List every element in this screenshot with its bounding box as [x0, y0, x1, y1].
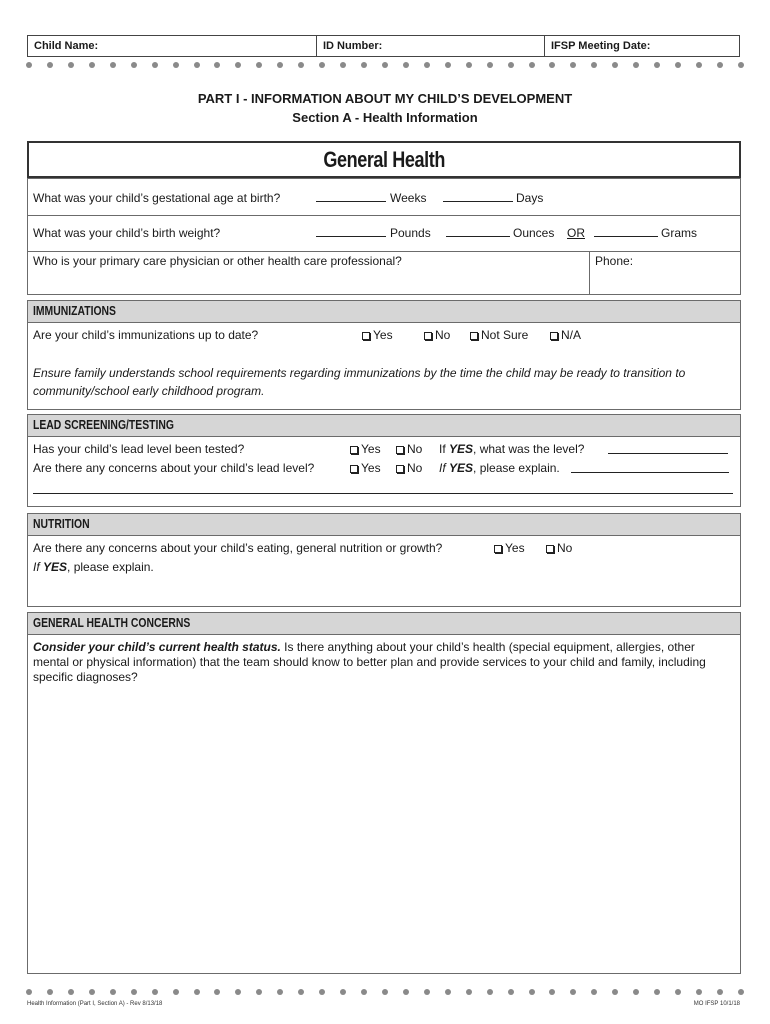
gestational-question: What was your child’s gestational age at birth?	[33, 191, 281, 205]
nutrition-header: NUTRITION	[28, 514, 740, 536]
dot-icon	[696, 989, 702, 995]
grams-input[interactable]	[594, 225, 658, 237]
footer-right: MO IFSP 10/1/18	[693, 1001, 740, 1007]
dot-icon	[403, 989, 409, 995]
dot-icon	[26, 989, 32, 995]
checkbox-icon	[470, 332, 478, 340]
dot-icon	[445, 62, 451, 68]
dot-icon	[382, 62, 388, 68]
dot-icon	[403, 62, 409, 68]
dot-icon	[738, 62, 744, 68]
dot-icon	[445, 989, 451, 995]
dot-icon	[654, 62, 660, 68]
dot-icon	[612, 62, 618, 68]
dot-icon	[591, 62, 597, 68]
dot-icon	[675, 62, 681, 68]
dot-icon	[47, 989, 53, 995]
lead-level-input[interactable]	[608, 442, 728, 454]
ounces-input[interactable]	[446, 225, 510, 237]
dot-icon	[110, 62, 116, 68]
dot-icon	[361, 989, 367, 995]
dot-icon	[529, 989, 535, 995]
lead-explain-prompt: If YES, please explain.	[439, 461, 560, 475]
dot-icon	[424, 62, 430, 68]
dot-icon	[68, 989, 74, 995]
checkbox-icon	[350, 465, 358, 473]
lead-tested-question: Has your child’s lead level been tested?	[33, 442, 245, 456]
dot-icon	[152, 989, 158, 995]
phone-label: Phone:	[595, 254, 634, 268]
general-health-section	[27, 178, 741, 295]
lead-explain-line[interactable]	[33, 482, 733, 494]
lead-explain-input[interactable]	[571, 461, 729, 473]
immunizations-note: Ensure family understands school requirements regarding immunizations by the time the child may be ready to transition to community/school early childhood program.	[33, 366, 686, 398]
dot-icon	[235, 989, 241, 995]
immunizations-header: IMMUNIZATIONS	[28, 301, 740, 323]
dot-icon	[696, 62, 702, 68]
nutrition-question: Are there any concerns about your child’s eating, general nutrition or growth?	[33, 541, 443, 555]
lead-section	[27, 414, 741, 507]
days-input[interactable]	[443, 190, 513, 202]
physician-question: Who is your primary care physician or other health care professional?	[33, 254, 402, 268]
dot-icon	[194, 62, 200, 68]
dot-icon	[466, 989, 472, 995]
dot-icon	[340, 62, 346, 68]
nutrition-no[interactable]: No	[546, 541, 572, 555]
grams-label: Grams	[661, 226, 697, 240]
footer-left: Health Information (Part I, Section A) - Rev 8/13/18	[27, 1001, 163, 1007]
dot-icon	[633, 62, 639, 68]
dot-icon	[26, 62, 32, 68]
immunizations-question: Are your child’s immunizations up to date?	[33, 328, 259, 342]
concerns-prompt: Consider your child’s current health status. Is there anything about your child’s health (special equipment, allergies, other mental or physical information) that the team should know to better plan and provide services to your child and family, including specific diagnoses?	[33, 640, 706, 684]
dot-icon	[256, 62, 262, 68]
dot-icon	[487, 989, 493, 995]
dot-icon	[256, 989, 262, 995]
checkbox-icon	[396, 465, 404, 473]
general-health-title: General Health	[27, 141, 741, 178]
immunizations-no[interactable]: No	[424, 328, 450, 342]
dot-icon	[717, 989, 723, 995]
lead-level-prompt: If YES, what was the level?	[439, 442, 585, 456]
dot-icon	[487, 62, 493, 68]
child-name-field[interactable]: Child Name:	[28, 36, 317, 56]
dot-icon	[173, 62, 179, 68]
dot-icon	[319, 989, 325, 995]
checkbox-icon	[362, 332, 370, 340]
section-title: Section A - Health Information	[292, 110, 478, 125]
lead-concerns-no[interactable]: No	[396, 461, 422, 475]
dot-icon	[633, 989, 639, 995]
dot-icon	[675, 989, 681, 995]
ounces-label: Ounces	[513, 226, 555, 240]
birth-weight-question: What was your child’s birth weight?	[33, 226, 221, 240]
dot-icon	[319, 62, 325, 68]
lead-header: LEAD SCREENING/TESTING	[28, 415, 740, 437]
dot-icon	[277, 989, 283, 995]
checkbox-icon	[424, 332, 432, 340]
dot-icon	[277, 62, 283, 68]
dot-icon	[298, 989, 304, 995]
dot-icon	[89, 62, 95, 68]
weeks-input[interactable]	[316, 190, 386, 202]
lead-concerns-yes[interactable]: Yes	[350, 461, 381, 475]
dot-icon	[612, 989, 618, 995]
dot-icon	[549, 989, 555, 995]
dot-divider-bottom	[26, 988, 744, 996]
dot-icon	[110, 989, 116, 995]
dot-icon	[131, 62, 137, 68]
dot-divider-top	[26, 61, 744, 69]
dot-icon	[361, 62, 367, 68]
dot-icon	[591, 989, 597, 995]
dot-icon	[529, 62, 535, 68]
dot-icon	[549, 62, 555, 68]
pounds-input[interactable]	[316, 225, 386, 237]
nutrition-yes[interactable]: Yes	[494, 541, 525, 555]
lead-tested-no[interactable]: No	[396, 442, 422, 456]
or-label: OR	[567, 226, 585, 240]
dot-icon	[340, 989, 346, 995]
checkbox-icon	[396, 446, 404, 454]
dot-icon	[298, 62, 304, 68]
immunizations-yes[interactable]: Yes	[362, 328, 393, 342]
nutrition-explain-prompt: If YES, please explain.	[33, 560, 154, 574]
dot-icon	[214, 62, 220, 68]
part-title: PART I - INFORMATION ABOUT MY CHILD’S DEVELOPMENT	[197, 91, 573, 106]
weeks-label: Weeks	[390, 191, 427, 205]
header-fields	[27, 35, 740, 57]
dot-icon	[131, 989, 137, 995]
dot-icon	[654, 989, 660, 995]
dot-icon	[424, 989, 430, 995]
id-number-field[interactable]: ID Number:	[317, 36, 545, 56]
nutrition-section	[27, 513, 741, 607]
checkbox-icon	[350, 446, 358, 454]
dot-icon	[382, 989, 388, 995]
dot-icon	[570, 989, 576, 995]
concerns-header: GENERAL HEALTH CONCERNS	[28, 613, 740, 635]
dot-icon	[47, 62, 53, 68]
checkbox-icon	[546, 545, 554, 553]
immunizations-na[interactable]: N/A	[550, 328, 581, 342]
dot-icon	[570, 62, 576, 68]
concerns-section	[27, 612, 741, 974]
dot-icon	[738, 989, 744, 995]
pounds-label: Pounds	[390, 226, 431, 240]
immunizations-section	[27, 300, 741, 410]
lead-concerns-question: Are there any concerns about your child’s lead level?	[33, 461, 315, 475]
lead-tested-yes[interactable]: Yes	[350, 442, 381, 456]
dot-icon	[235, 62, 241, 68]
checkbox-icon	[494, 545, 502, 553]
days-label: Days	[516, 191, 544, 205]
dot-icon	[89, 989, 95, 995]
dot-icon	[214, 989, 220, 995]
dot-icon	[68, 62, 74, 68]
dot-icon	[194, 989, 200, 995]
dot-icon	[152, 62, 158, 68]
dot-icon	[717, 62, 723, 68]
dot-icon	[173, 989, 179, 995]
concerns-answer-area[interactable]	[33, 693, 733, 963]
immunizations-not-sure[interactable]: Not Sure	[470, 328, 528, 342]
meeting-date-field[interactable]: IFSP Meeting Date:	[551, 40, 651, 52]
dot-icon	[508, 989, 514, 995]
dot-icon	[508, 62, 514, 68]
checkbox-icon	[550, 332, 558, 340]
dot-icon	[466, 62, 472, 68]
